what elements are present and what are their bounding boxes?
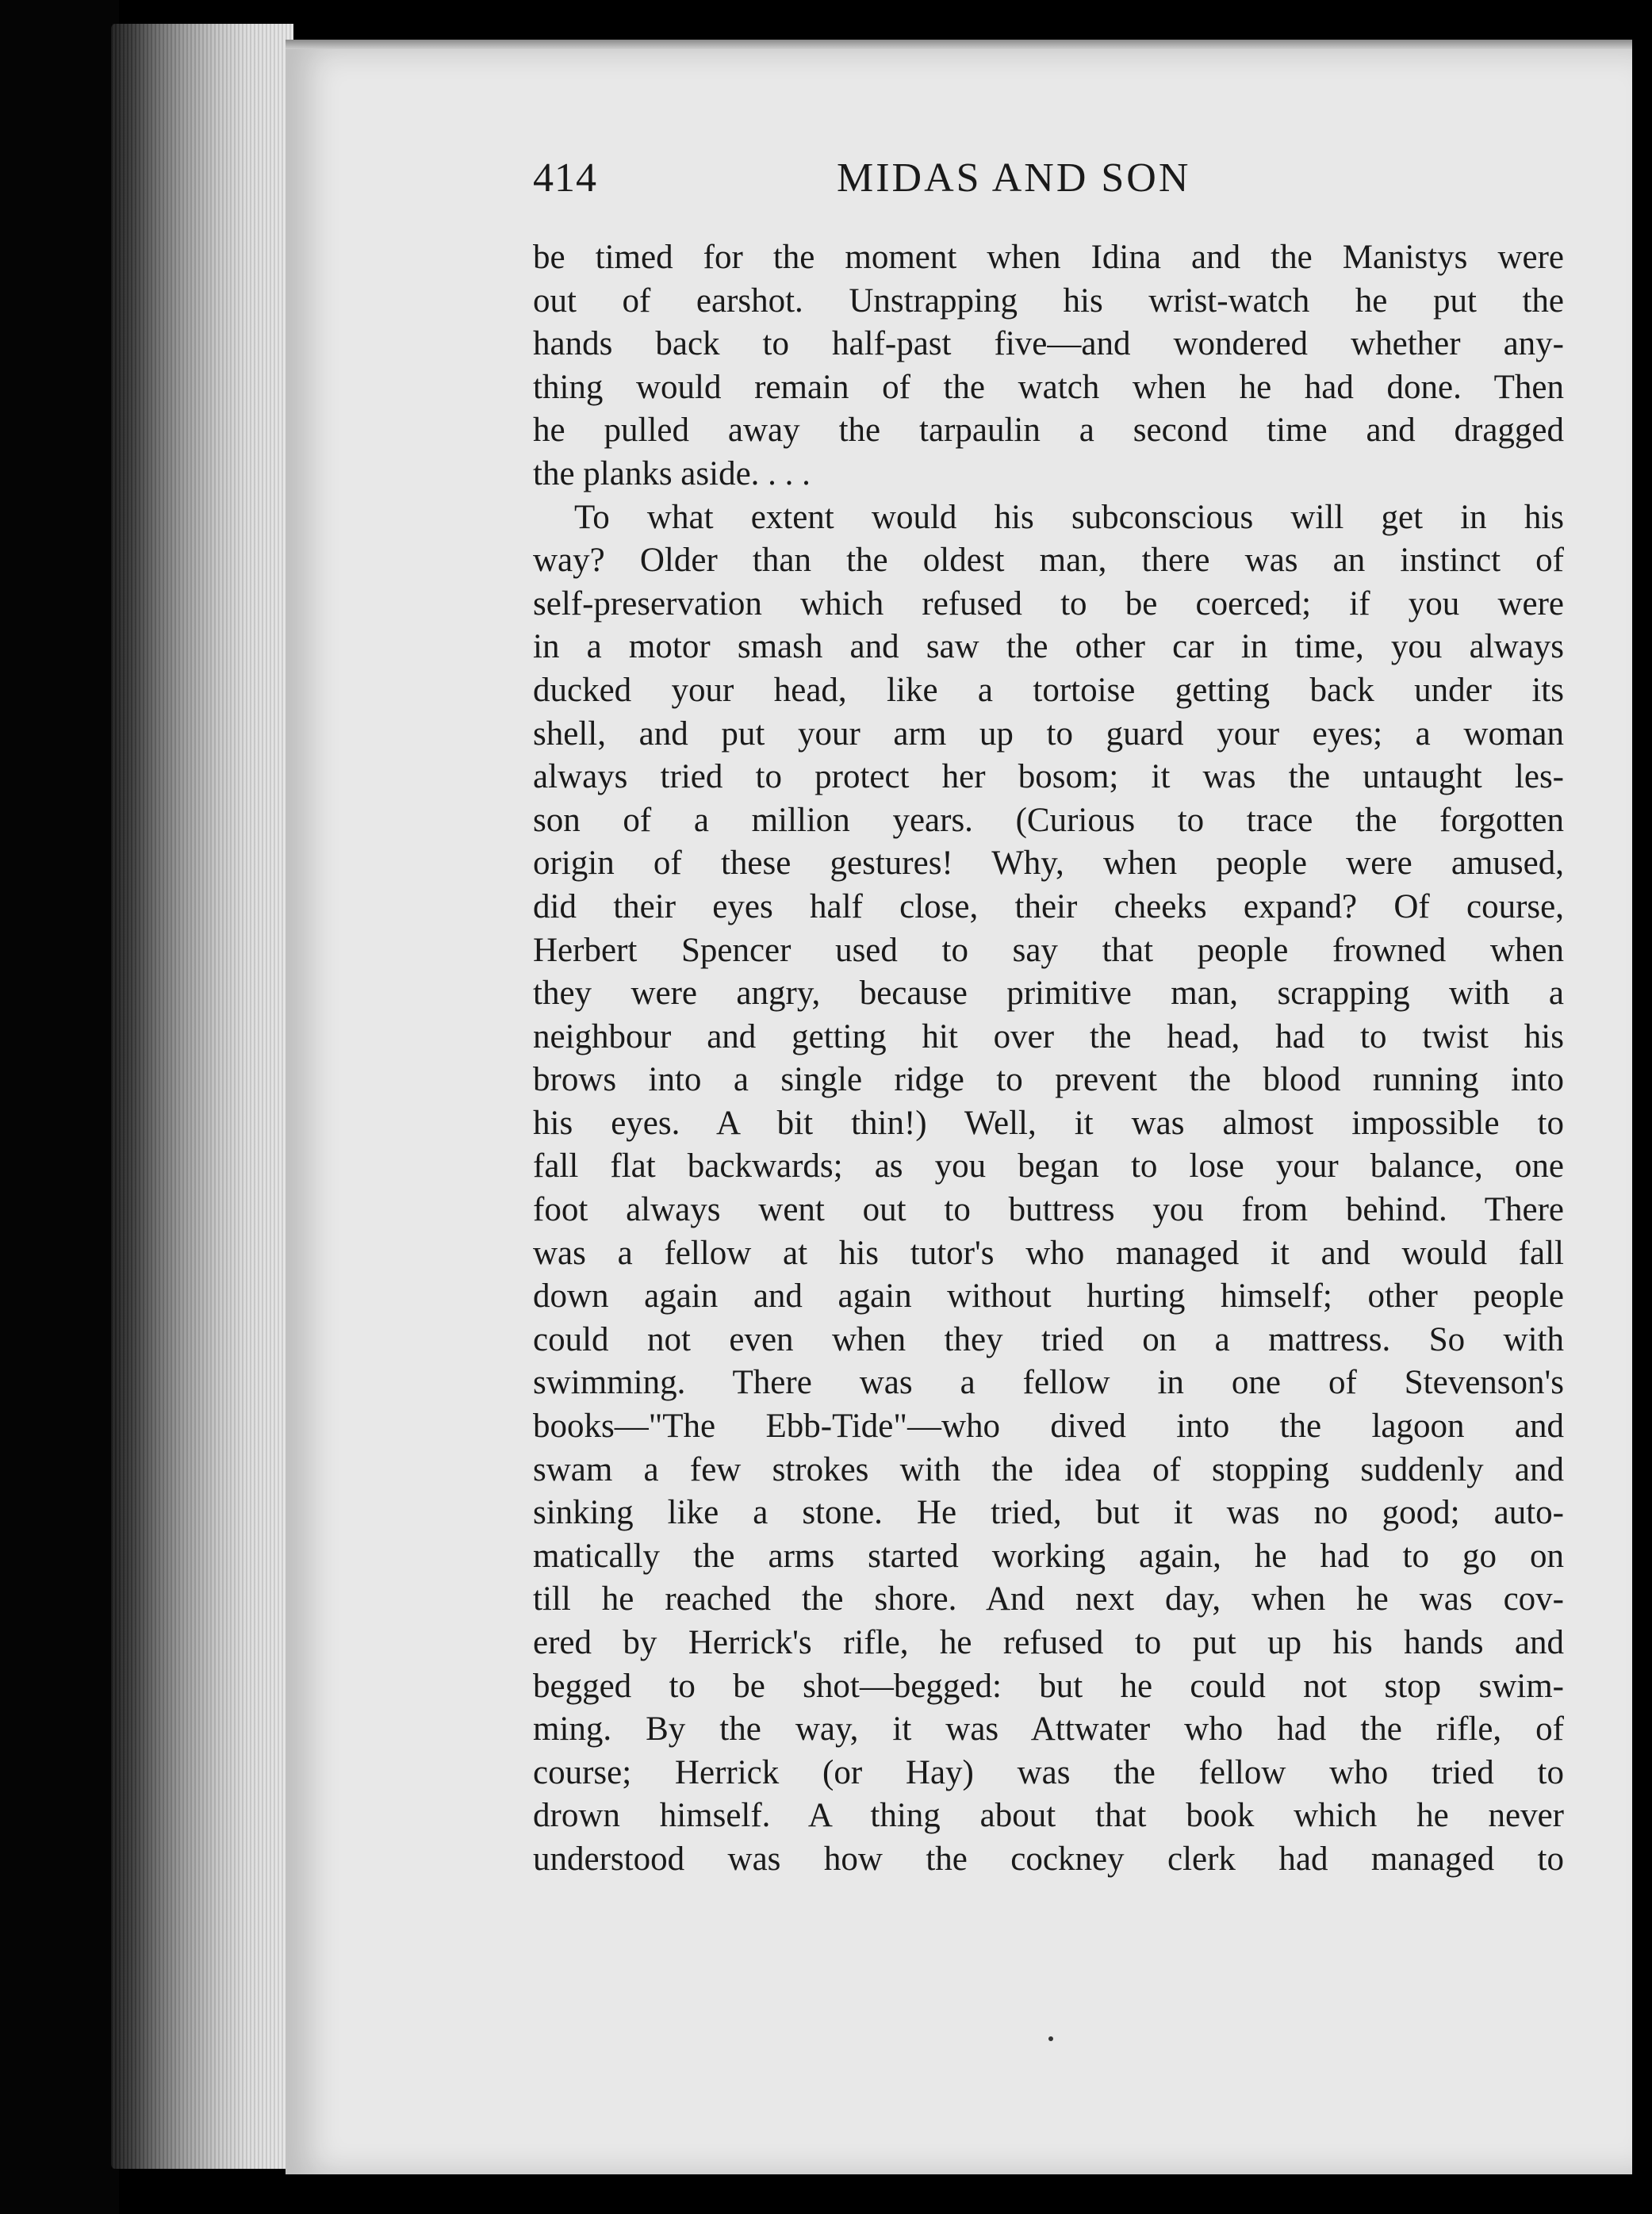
running-header [533, 155, 1564, 210]
text-line: drown himself. A thing about that book which he never [533, 1797, 1564, 1835]
text-line: out of earshot. Unstrapping his wrist-watch he put the [533, 282, 1564, 320]
text-line: down again and again without hurting himself; other people [533, 1277, 1564, 1316]
text-line: neighbour and getting hit over the head, had to twist his [533, 1017, 1564, 1055]
text-line: did their eyes half close, their cheeks expand? Of course, [533, 887, 1564, 925]
scan-border [0, 0, 119, 2214]
text-line: son of a million years. (Curious to trace the forgotten [533, 801, 1564, 839]
text-line: in a motor smash and saw the other car in time, you always [533, 628, 1564, 666]
text-line: shell, and put your arm up to guard your eyes; a woman [533, 714, 1564, 753]
text-line: always tried to protect her bosom; it was the untaught les- [533, 758, 1564, 796]
text-line: ming. By the way, it was Attwater who had the rifle, of [533, 1710, 1564, 1749]
text-line: fall flat backwards; as you began to lose your balance, one [533, 1147, 1564, 1186]
text-line: the planks aside. . . . [533, 454, 811, 492]
text-line: sinking like a stone. He tried, but it was no good; auto- [533, 1494, 1564, 1532]
text-line: swimming. There was a fellow in one of Stevenson's [533, 1364, 1564, 1402]
text-line: be timed for the moment when Idina and the Manistys were [533, 239, 1564, 276]
text-line: ered by Herrick's rifle, he refused to put up his hands and [533, 1624, 1564, 1661]
text-line: thing would remain of the watch when he had done. Then [533, 368, 1564, 406]
text-line: Herbert Spencer used to say that people frowned when [533, 931, 1564, 969]
page-number: 414 [533, 155, 597, 201]
text-line: way? Older than the oldest man, there was an instinct of [533, 542, 1564, 580]
text-line: swam a few strokes with the idea of stopping suddenly and [533, 1450, 1564, 1488]
book-page-edges [111, 24, 293, 2169]
text-line: ducked your head, like a tortoise getting back under its [533, 671, 1564, 709]
text-line: hands back to half-past five—and wondered whether any- [533, 325, 1564, 363]
body-text [533, 236, 1564, 1882]
text-line: was a fellow at his tutor's who managed it and would fall [533, 1234, 1564, 1272]
text-line: brows into a single ridge to prevent the blood running into [533, 1061, 1564, 1099]
text-line: he pulled away the tarpaulin a second time and dragged [533, 412, 1564, 450]
scan-speck [1048, 2036, 1053, 2041]
text-line: they were angry, because primitive man, scrapping with a [533, 975, 1564, 1013]
text-line: begged to be shot—begged: but he could not stop swim- [533, 1667, 1564, 1705]
text-line: till he reached the shore. And next day, when he was cov- [533, 1580, 1564, 1618]
text-line: To what extent would his subconscious will get in his [574, 498, 1564, 536]
text-line: matically the arms started working again, he had to go on [533, 1537, 1564, 1575]
text-line: understood was how the cockney clerk had managed to [533, 1840, 1564, 1878]
text-line: course; Herrick (or Hay) was the fellow who tried to [533, 1753, 1564, 1791]
text-line: could not even when they tried on a mattress. So with [533, 1320, 1564, 1358]
text-line: foot always went out to buttress you from behind. There [533, 1191, 1564, 1229]
running-title: MIDAS AND SON [837, 155, 1191, 201]
text-line: his eyes. A bit thin!) Well, it was almost impossible to [533, 1104, 1564, 1142]
text-line: self-preservation which refused to be coerced; if you were [533, 584, 1564, 622]
text-line: books—"The Ebb-Tide"—who dived into the lagoon and [533, 1408, 1564, 1446]
text-line: origin of these gestures! Why, when people were amused, [533, 845, 1564, 883]
